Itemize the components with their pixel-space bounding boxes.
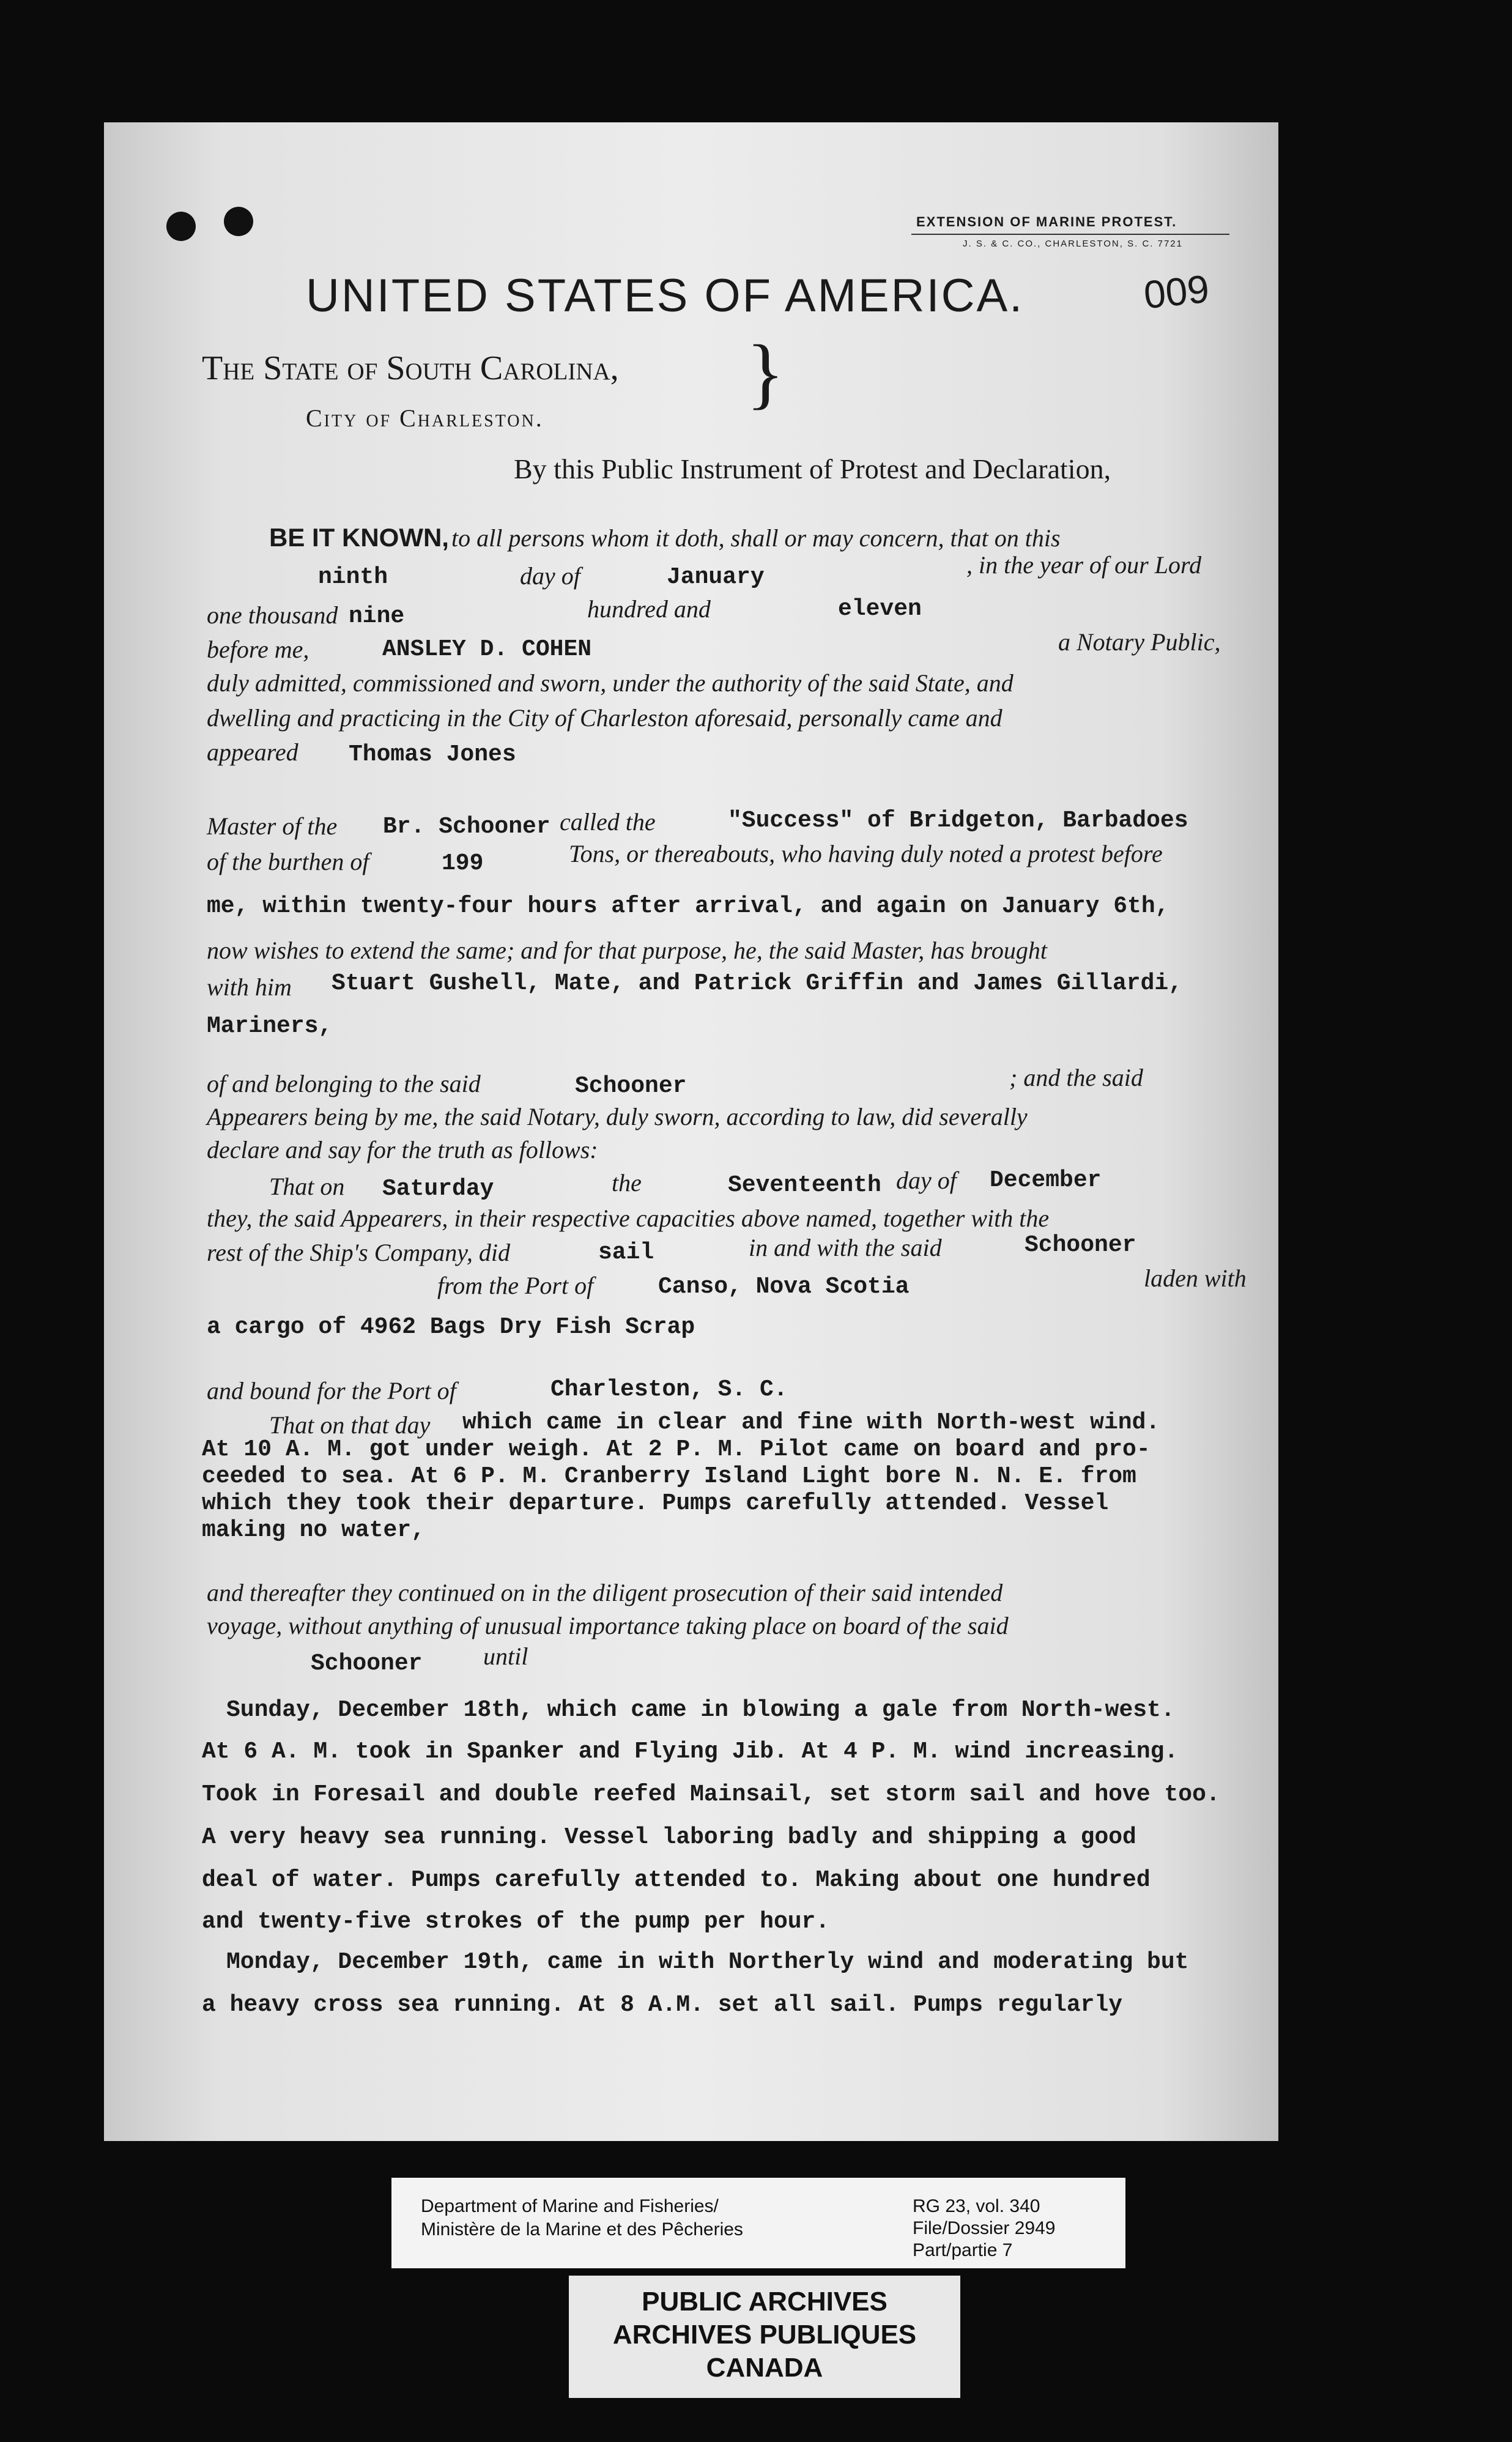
line-text: Mariners, <box>207 1013 333 1039</box>
brace-icon: } <box>746 329 785 417</box>
label-with-him: with him <box>207 973 292 1001</box>
label-belonging: of and belonging to the said <box>207 1070 481 1097</box>
label-tons: Tons, or thereabouts, who having duly noted a protest before <box>569 840 1163 867</box>
stamp-line: ARCHIVES PUBLIQUES <box>612 2320 917 2350</box>
field-day: ninth <box>318 564 388 590</box>
field-port-from: Canso, Nova Scotia <box>658 1274 910 1300</box>
line-text: At 6 A. M. took in Spanker and Flying Jib. At 4 P. M. wind increasing. <box>202 1739 1179 1765</box>
label-that-day: That on that day <box>269 1411 431 1439</box>
department-fr: Ministère de la Marine et des Pêcheries <box>421 2219 743 2240</box>
label-from-port: from the Port of <box>437 1272 594 1299</box>
label-called: called the <box>560 808 656 836</box>
label-before-me: before me, <box>207 636 309 663</box>
field-action: sail <box>598 1239 654 1266</box>
field-date: Seventeenth <box>728 1172 881 1198</box>
page-title: UNITED STATES OF AMERICA. <box>306 270 1025 322</box>
line-text: dwelling and practicing in the City of Charleston aforesaid, personally came and <box>207 704 1002 732</box>
field-vessel: Schooner <box>311 1650 423 1677</box>
stamp-line: PUBLIC ARCHIVES <box>642 2287 888 2317</box>
line-text: which came in clear and fine with North-west wind. <box>462 1409 1160 1436</box>
reference-volume: RG 23, vol. 340 <box>913 2196 1040 2216</box>
line-text: now wishes to extend the same; and for that purpose, he, the said Master, has brought <box>207 937 1047 964</box>
line-text: declare and say for the truth as follows: <box>207 1136 598 1163</box>
line-text: me, within twenty-four hours after arrival, and again on January 6th, <box>207 893 1169 919</box>
line-text: they, the said Appearers, in their respective capacities above named, together with the <box>207 1204 1050 1232</box>
label-notary: a Notary Public, <box>1058 628 1221 656</box>
label-until: until <box>483 1642 528 1670</box>
line-text: a cargo of 4962 Bags Dry Fish Scrap <box>207 1314 695 1340</box>
instrument-heading: By this Public Instrument of Protest and Declaration, <box>514 453 1111 484</box>
label-thousand: one thousand <box>207 601 338 629</box>
label-the: the <box>612 1169 642 1197</box>
label-laden: laden with <box>1144 1264 1247 1292</box>
line-text: to all persons whom it doth, shall or may concern, that on this <box>451 524 1061 552</box>
reference-part: Part/partie 7 <box>913 2240 1013 2260</box>
label-appeared: appeared <box>207 738 298 766</box>
archive-reference-label <box>391 2178 1125 2268</box>
field-year: eleven <box>838 596 922 622</box>
field-belonging: Schooner <box>575 1073 687 1099</box>
field-vessel: Schooner <box>1025 1232 1136 1258</box>
label-day-of: day of <box>896 1167 957 1194</box>
line-text: and twenty-five strokes of the pump per hour. <box>202 1909 830 1935</box>
punch-hole-icon <box>224 207 253 236</box>
field-vessel-type: Br. Schooner <box>383 814 550 840</box>
line-text: duly admitted, commissioned and sworn, under the authority of the said State, and <box>207 669 1014 697</box>
state-heading: The State of South Carolina, <box>202 349 619 387</box>
field-crew: Stuart Gushell, Mate, and Patrick Griffin and James Gillardi, <box>332 970 1183 996</box>
label-master: Master of the <box>207 812 338 840</box>
field-thousand: nine <box>349 603 405 629</box>
city-heading: City of Charleston. <box>306 404 544 432</box>
document-page <box>104 122 1278 2141</box>
punch-hole-icon <box>166 212 196 241</box>
line-text: a heavy cross sea running. At 8 A.M. set all sail. Pumps regularly <box>202 1992 1123 2018</box>
field-port-to: Charleston, S. C. <box>550 1376 788 1403</box>
line-text: At 10 A. M. got under weigh. At 2 P. M. Pilot came on board and pro- <box>202 1436 1151 1463</box>
field-month: January <box>667 564 765 590</box>
stamp-line: CANADA <box>706 2353 823 2383</box>
field-vessel-name: "Success" of Bridgeton, Barbadoes <box>728 807 1188 834</box>
line-text: Appearers being by me, the said Notary, duly sworn, according to law, did severally <box>207 1103 1028 1130</box>
line-text: Sunday, December 18th, which came in blowing a gale from North-west. <box>226 1697 1175 1723</box>
archive-stamp <box>569 2276 960 2398</box>
form-label: EXTENSION OF MARINE PROTEST. <box>916 214 1177 229</box>
label-in-with: in and with the said <box>749 1234 942 1261</box>
line-text: voyage, without anything of unusual importance taking place on board of the said <box>207 1612 1009 1639</box>
line-text: ceeded to sea. At 6 P. M. Cranberry Island Light bore N. N. E. from <box>202 1463 1136 1490</box>
label-year: , in the year of our Lord <box>966 551 1202 579</box>
department-en: Department of Marine and Fisheries/ <box>421 2196 719 2216</box>
reference-file: File/Dossier 2949 <box>913 2218 1056 2238</box>
line-text: and thereafter they continued on in the diligent prosecution of their said intended <box>207 1579 1003 1606</box>
field-notary: ANSLEY D. COHEN <box>382 636 592 662</box>
line-text: Took in Foresail and double reefed Mainsail, set storm sail and hove too. <box>202 1781 1220 1808</box>
form-rule <box>911 234 1229 235</box>
line-text: which they took their departure. Pumps carefully attended. Vessel <box>202 1490 1109 1516</box>
label-appearers: ; and the said <box>1009 1064 1143 1091</box>
label-that-on: That on <box>269 1173 345 1200</box>
field-master-name: Thomas Jones <box>349 741 516 768</box>
field-month: December <box>990 1167 1102 1193</box>
field-weekday: Saturday <box>382 1176 494 1202</box>
form-code: J. S. & C. CO., CHARLESTON, S. C. 7721 <box>963 239 1183 249</box>
field-tons: 199 <box>442 850 484 877</box>
label-burthen: of the burthen of <box>207 848 369 875</box>
line-text: A very heavy sea running. Vessel laboring badly and shipping a good <box>202 1824 1136 1850</box>
line-text: making no water, <box>202 1517 425 1543</box>
label-hundred: hundred and <box>587 595 711 623</box>
label-rest: rest of the Ship's Company, did <box>207 1239 510 1266</box>
be-it-known: BE IT KNOWN, <box>269 523 449 552</box>
line-text: deal of water. Pumps carefully attended to. Making about one hundred <box>202 1867 1151 1893</box>
line-text: Monday, December 19th, came in with Northerly wind and moderating but <box>226 1949 1189 1975</box>
label-day-of: day of <box>520 562 580 590</box>
folio-number: 009 <box>1141 266 1212 317</box>
label-bound-port: and bound for the Port of <box>207 1377 456 1405</box>
line-be-it-known <box>269 523 1061 552</box>
